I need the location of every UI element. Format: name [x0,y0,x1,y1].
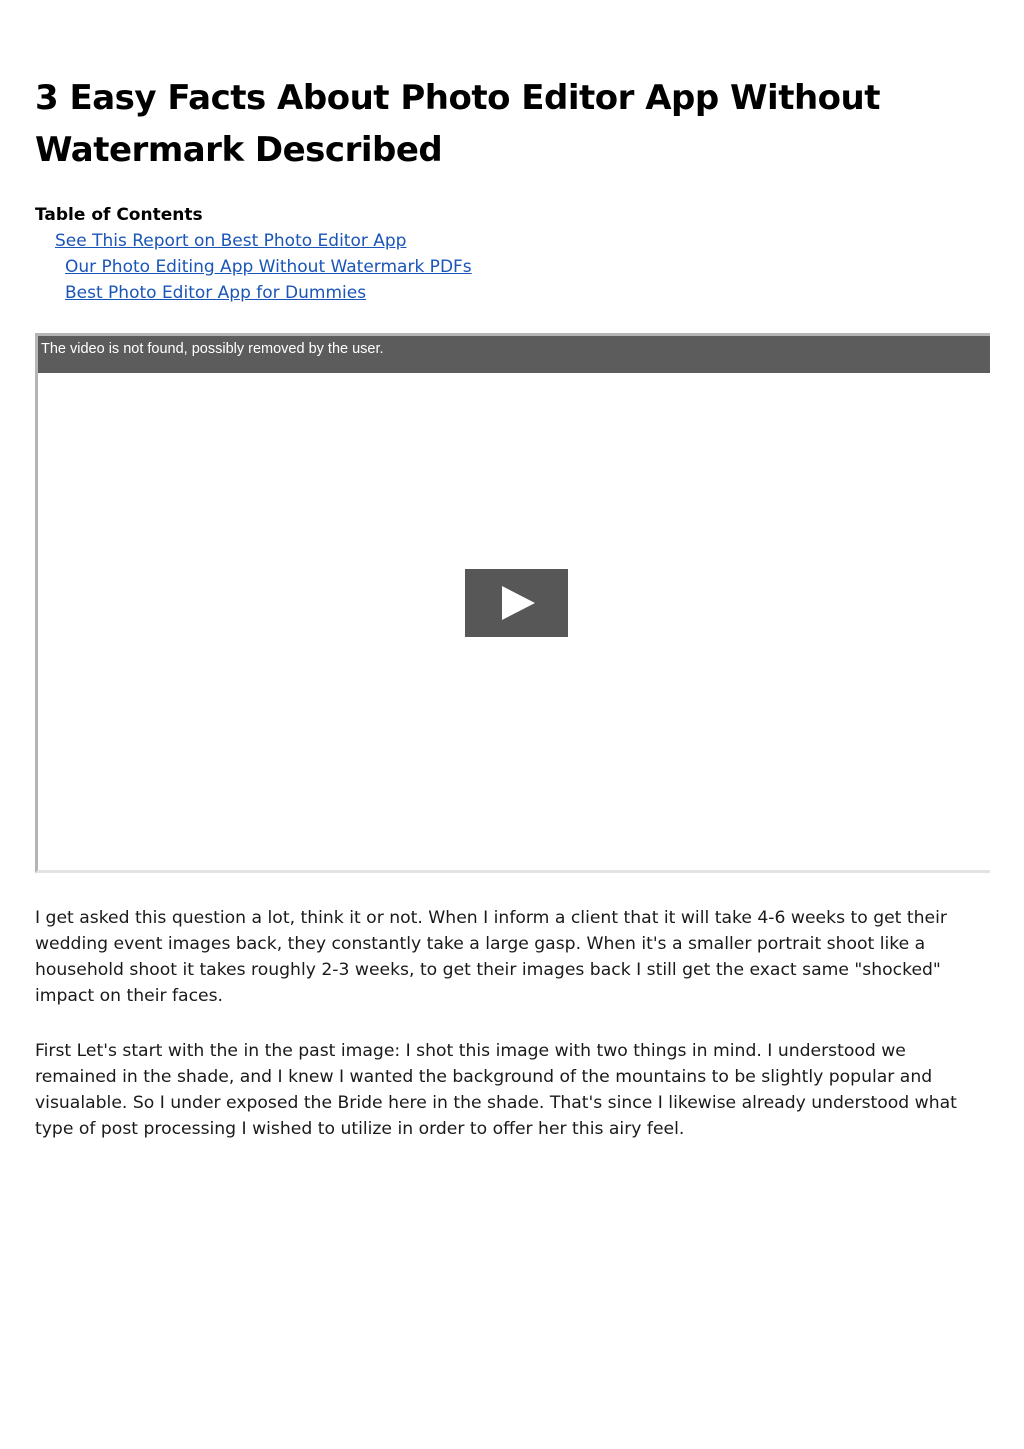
video-error-bar: The video is not found, possibly removed by the user. [38,336,990,373]
toc-list [35,228,935,306]
toc-heading: Table of Contents [35,205,203,225]
toc-link-editing-app-pdfs[interactable]: Our Photo Editing App Without Watermark PDFs [65,257,472,277]
toc-item [35,254,935,280]
toc-item [35,280,935,306]
toc-link-for-dummies[interactable]: Best Photo Editor App for Dummies [65,283,367,303]
table-of-contents [35,202,935,306]
toc-link-best-photo-editor-app[interactable]: See This Report on Best Photo Editor App [55,231,407,251]
body-paragraph: I get asked this question a lot, think it or not. When I inform a client that it will take 4-6 weeks to get their wedding event images back, they constantly take a large gasp. When it's a smaller portrait shoot like a household shoot it takes roughly 2-3 weeks, to get their images back I still get the exact same "shocked" impact on their faces. [35,908,947,1006]
play-button[interactable] [465,569,568,637]
play-icon [465,569,568,637]
body-paragraph: First Let's start with the in the past image: I shot this image with two things in mind. I understood we remained in the shade, and I knew I wanted the background of the mountains to be slightly popular and visualable. So I under exposed the Bride here in the shade. That's since I likewise already understood what type of post processing I wished to utilize in order to offer her this airy feel. [35,1041,957,1139]
video-embed[interactable] [35,333,990,873]
toc-item [35,228,935,254]
page-title: 3 Easy Facts About Photo Editor App Without Watermark Described [35,78,880,170]
